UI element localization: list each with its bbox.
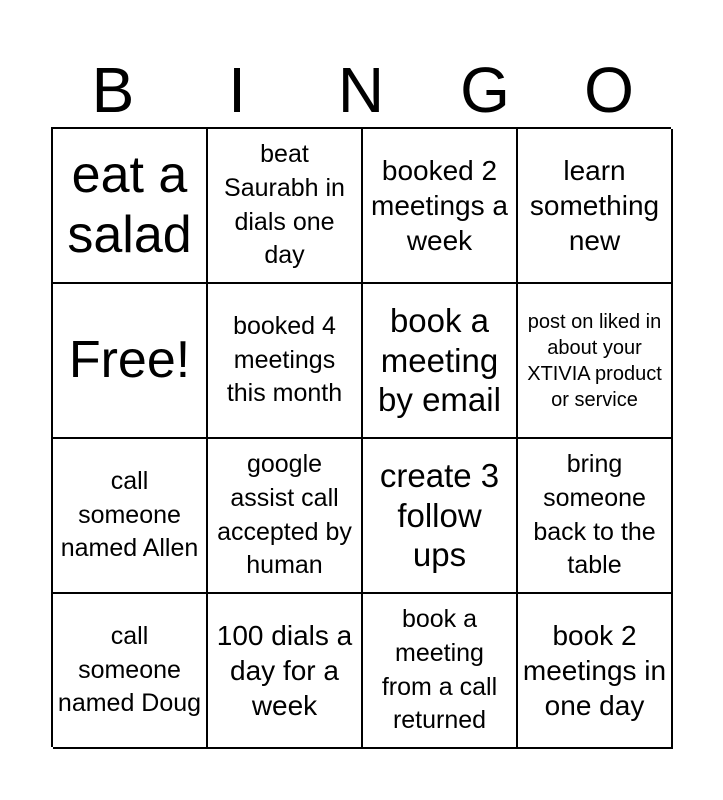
bingo-cell-r3c1[interactable]: call someone named Allen <box>53 439 208 594</box>
bingo-cell-r1c1[interactable]: eat a salad <box>53 129 208 284</box>
bingo-cell-r3c3[interactable]: create 3 follow ups <box>363 439 518 594</box>
bingo-card-grid <box>51 127 671 747</box>
bingo-cell-r4c3[interactable]: book a meeting from a call returned <box>363 594 518 749</box>
header-letter-g: G <box>460 54 510 126</box>
bingo-cell-r4c2[interactable]: 100 dials a day for a week <box>208 594 363 749</box>
bingo-cell-r2c4[interactable]: post on liked in about your XTIVIA product or service <box>518 284 673 439</box>
bingo-cell-r4c1[interactable]: call someone named Doug <box>53 594 208 749</box>
bingo-cell-r3c2[interactable]: google assist call accepted by human <box>208 439 363 594</box>
bingo-cell-r2c3[interactable]: book a meeting by email <box>363 284 518 439</box>
header-letter-o: O <box>584 54 634 126</box>
bingo-cell-free[interactable]: Free! <box>53 284 208 439</box>
bingo-cell-r1c2[interactable]: beat Saurabh in dials one day <box>208 129 363 284</box>
bingo-header <box>51 52 671 128</box>
header-letter-b: B <box>91 54 135 126</box>
header-letter-i: I <box>228 54 246 126</box>
bingo-cell-r1c3[interactable]: booked 2 meetings a week <box>363 129 518 284</box>
header-letter-n: N <box>337 54 385 126</box>
bingo-cell-r3c4[interactable]: bring someone back to the table <box>518 439 673 594</box>
bingo-cell-r2c2[interactable]: booked 4 meetings this month <box>208 284 363 439</box>
bingo-cell-r4c4[interactable]: book 2 meetings in one day <box>518 594 673 749</box>
bingo-cell-r1c4[interactable]: learn something new <box>518 129 673 284</box>
